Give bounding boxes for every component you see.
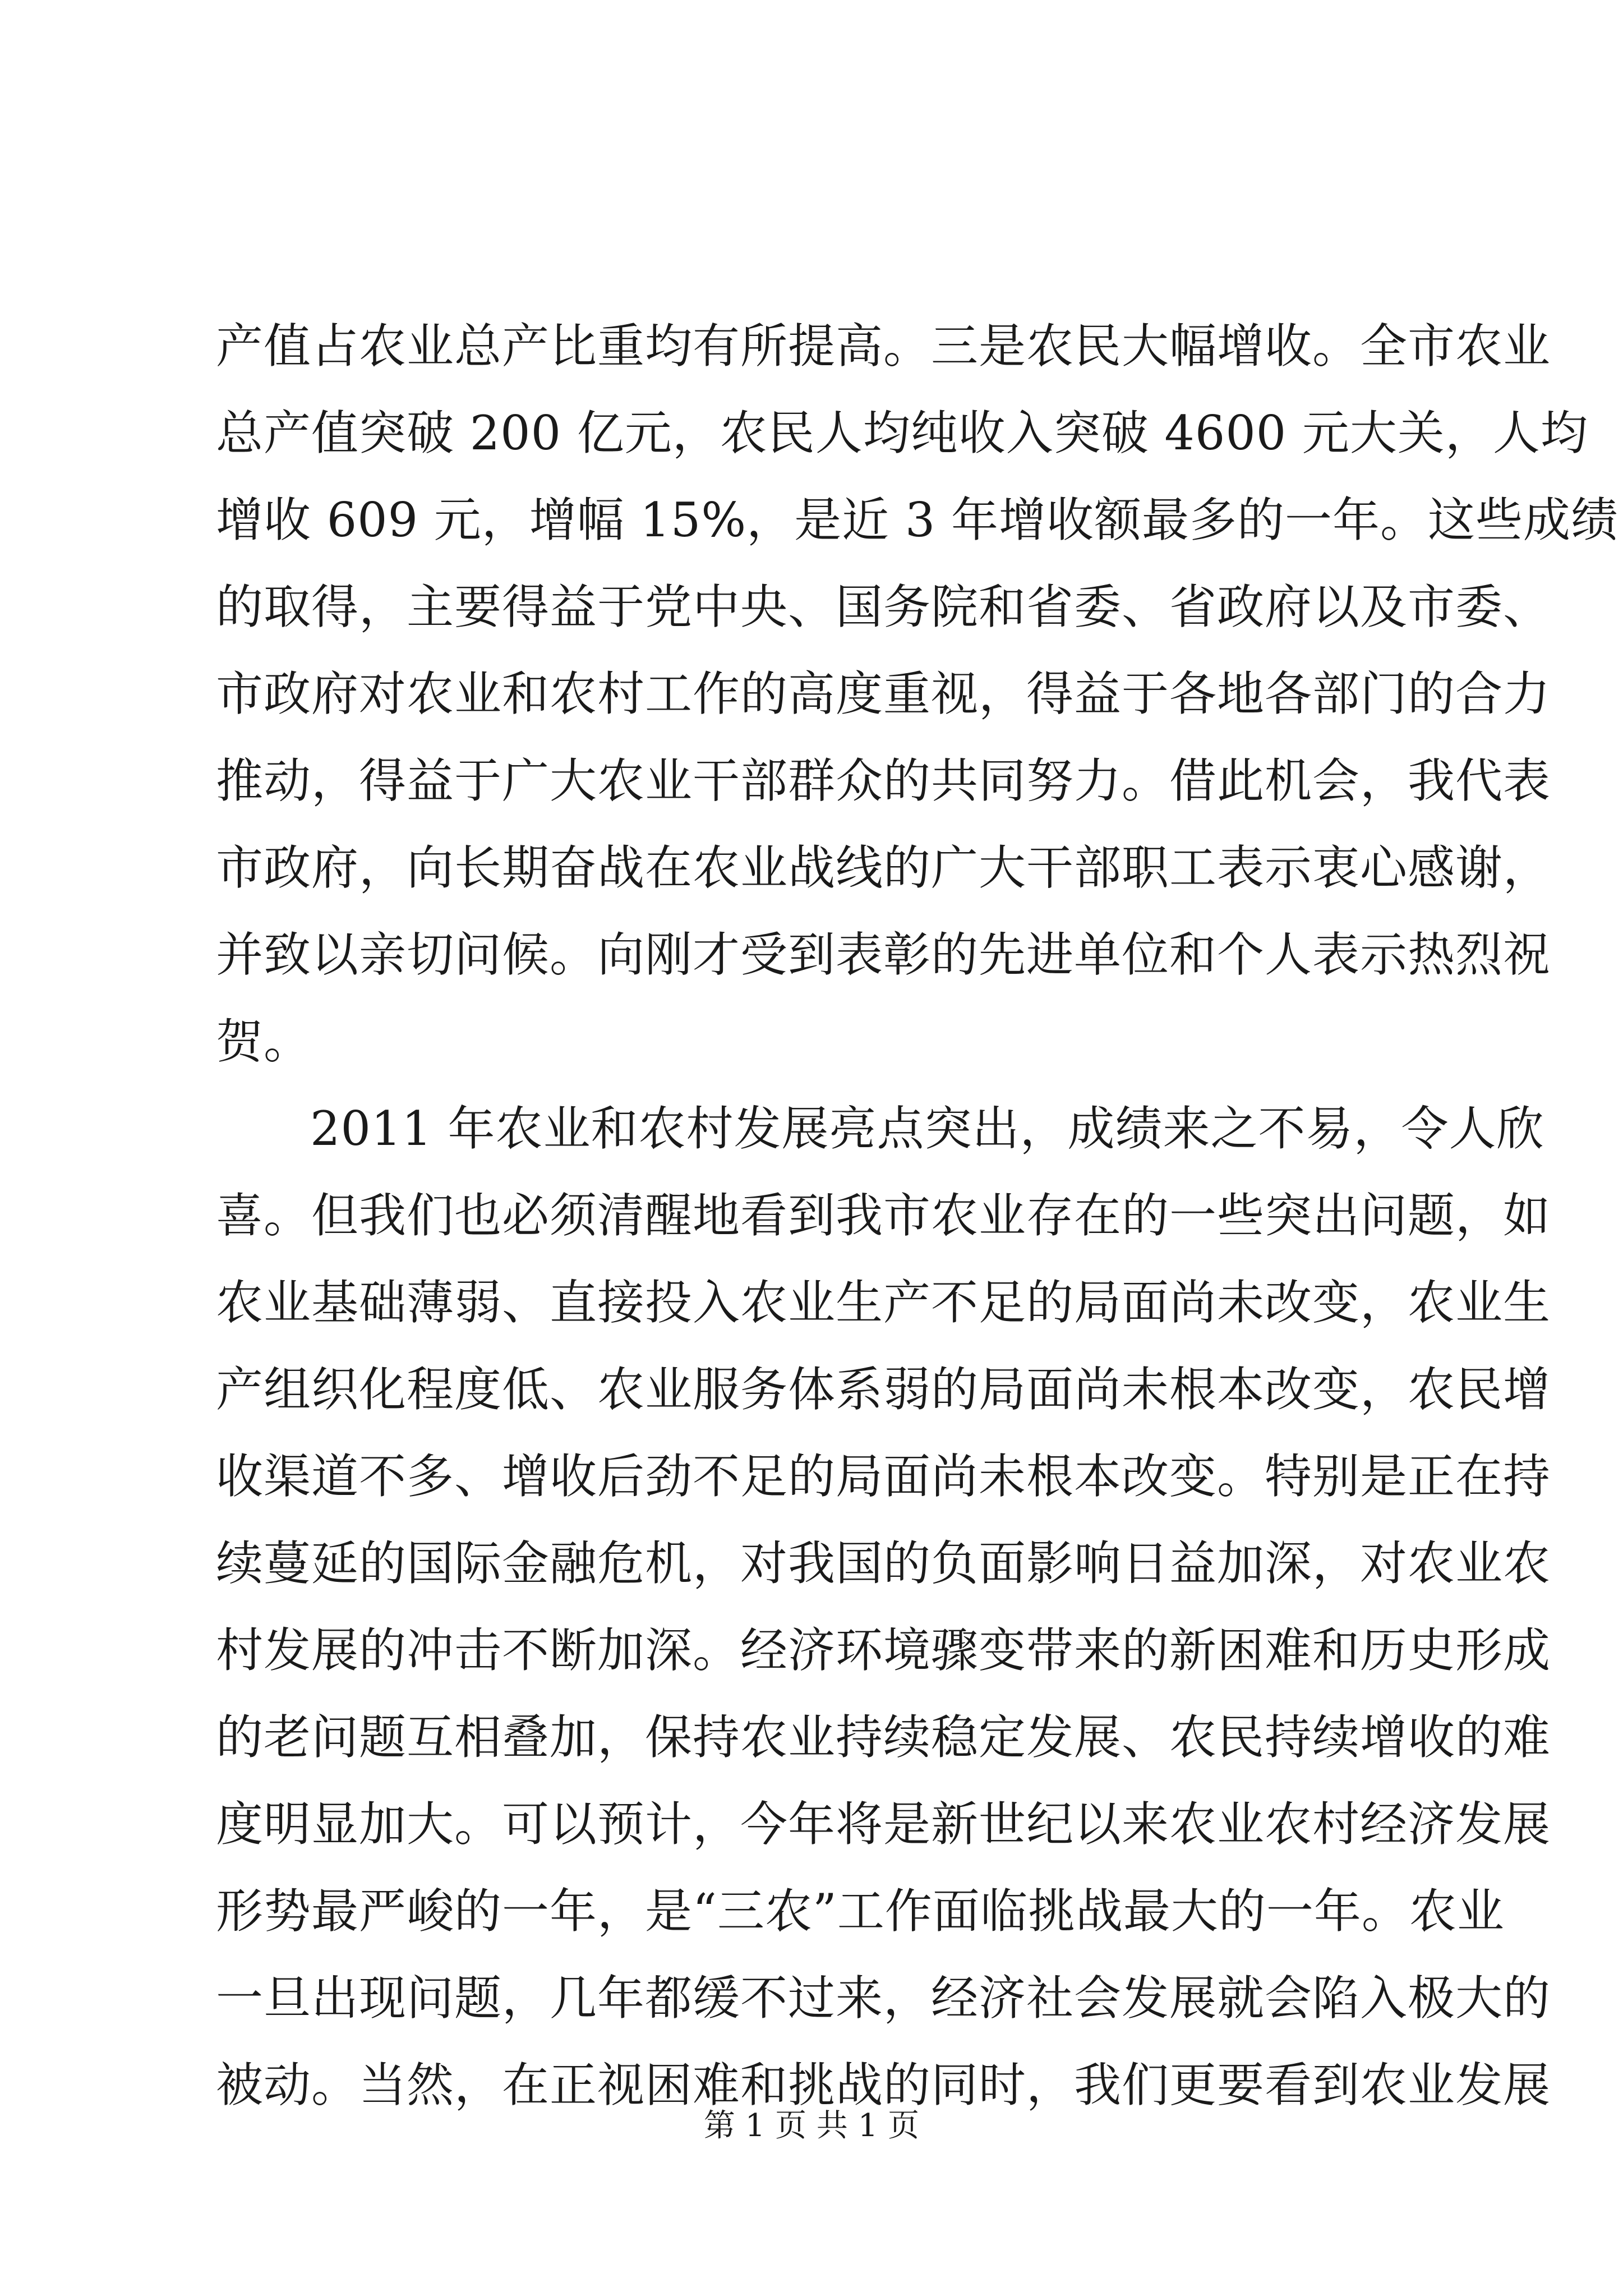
text-line: 总产值突破 200 亿元，农民人均纯收入突破 4600 元大关，人均 xyxy=(216,406,1588,461)
text-line: 度明显加大。可以预计，今年将是新世纪以来农业农村经济发展 xyxy=(216,1797,1551,1852)
text-line: 2011 年农业和农村发展亮点突出，成绩来之不易，令人欣 xyxy=(310,1101,1544,1156)
text-line: 村发展的冲击不断加深。经济环境骤变带来的新困难和历史形成 xyxy=(216,1623,1551,1678)
text-line: 被动。当然，在正视困难和挑战的同时，我们更要看到农业发展 xyxy=(216,2058,1551,2113)
text-line: 农业基础薄弱、直接投入农业生产不足的局面尚未改变，农业生 xyxy=(216,1275,1551,1330)
text-line: 产组织化程度低、农业服务体系弱的局面尚未根本改变，农民增 xyxy=(216,1362,1551,1417)
page-number-label: 第 1 页 共 1 页 xyxy=(703,2108,920,2144)
text-line: 喜。但我们也必须清醒地看到我市农业存在的一些突出问题，如 xyxy=(216,1188,1551,1243)
text-line: 形势最严峻的一年，是“三农”工作面临挑战最大的一年。农业 xyxy=(216,1884,1505,1939)
text-line: 的老问题互相叠加，保持农业持续稳定发展、农民持续增收的难 xyxy=(216,1710,1551,1765)
text-line: 推动，得益于广大农业干部群众的共同努力。借此机会，我代表 xyxy=(216,753,1551,808)
text-line: 贺。 xyxy=(216,1014,312,1069)
text-line: 产值占农业总产比重均有所提高。三是农民大幅增收。全市农业 xyxy=(216,319,1551,374)
text-line: 一旦出现问题，几年都缓不过来，经济社会发展就会陷入极大的 xyxy=(216,1971,1551,2026)
body-text xyxy=(216,303,1619,2129)
text-line: 收渠道不多、增收后劲不足的局面尚未根本改变。特别是正在持 xyxy=(216,1449,1551,1504)
text-line: 市政府，向长期奋战在农业战线的广大干部职工表示衷心感谢， xyxy=(216,840,1551,895)
text-line: 的取得，主要得益于党中央、国务院和省委、省政府以及市委、 xyxy=(216,579,1551,634)
text-line: 续蔓延的国际金融危机，对我国的负面影响日益加深，对农业农 xyxy=(216,1536,1551,1591)
text-line: 增收 609 元，增幅 15%，是近 3 年增收额最多的一年。这些成绩 xyxy=(216,493,1619,547)
page-footer xyxy=(0,2106,1623,2146)
text-line: 市政府对农业和农村工作的高度重视，得益于各地各部门的合力 xyxy=(216,666,1551,721)
text-line: 并致以亲切问候。向刚才受到表彰的先进单位和个人表示热烈祝 xyxy=(216,927,1551,982)
